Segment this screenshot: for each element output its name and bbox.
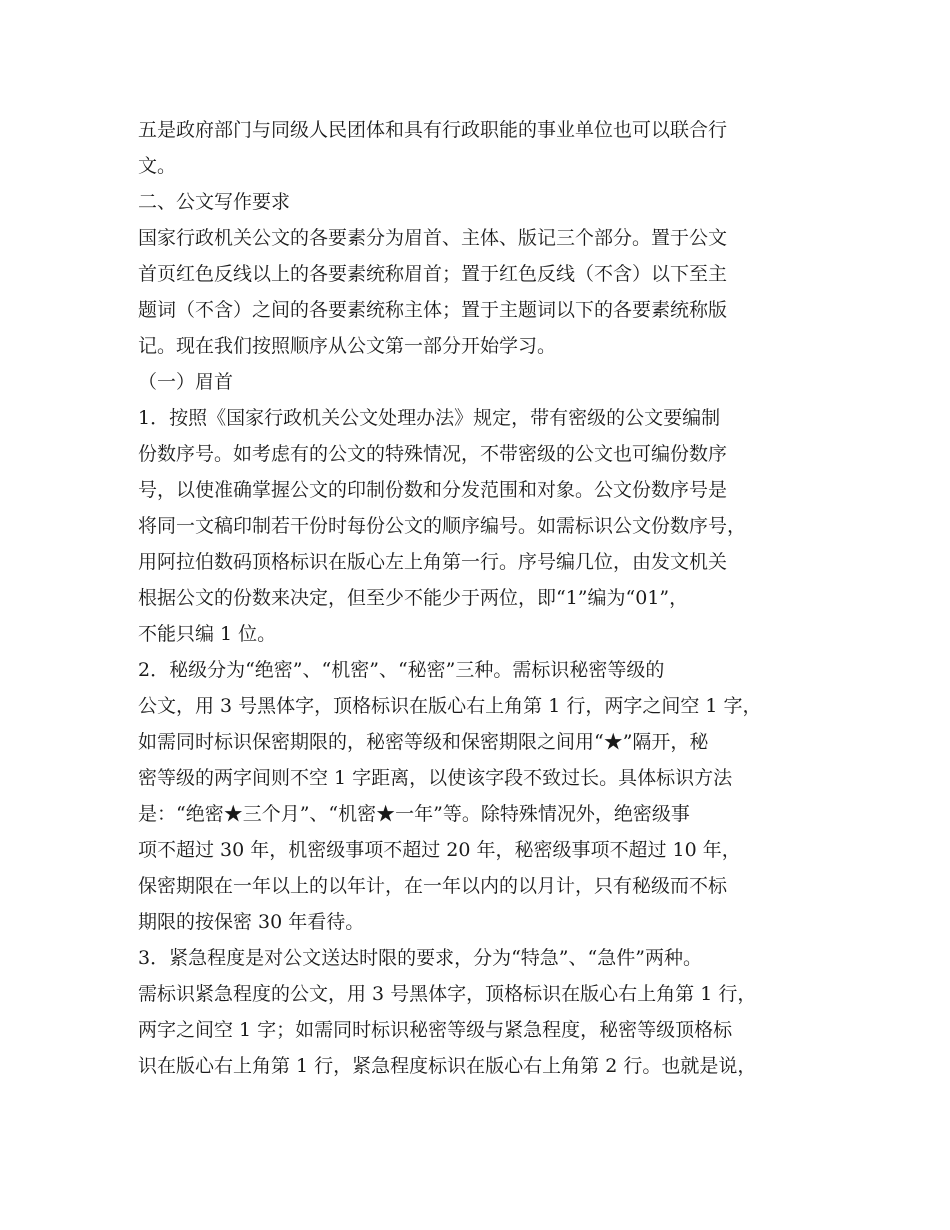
text-line: 文。 xyxy=(138,155,177,177)
text-line: 2．秘级分为“绝密”、“机密”、“秘密”三种。需标识秘密等级的 xyxy=(138,659,665,681)
subsection-heading: （一）眉首 xyxy=(138,371,234,393)
text-line: 记。现在我们按照顺序从公文第一部分开始学习。 xyxy=(138,335,557,357)
text-line: 1．按照《国家行政机关公文处理办法》规定，带有密级的公文要编制 xyxy=(138,407,721,429)
text-line: 首页红色反线以上的各要素统称眉首；置于红色反线（不含）以下至主 xyxy=(138,263,728,285)
text-line: 识在版心右上角第 1 行，紧急程度标识在版心右上角第 2 行。也就是说， xyxy=(138,1055,757,1077)
section-heading: 二、公文写作要求 xyxy=(138,191,291,213)
text-line: 如需同时标识保密期限的，秘密等级和保密期限之间用“★”隔开，秘 xyxy=(138,731,709,753)
text-line: 公文，用 3 号黑体字，顶格标识在版心右上角第 1 行，两字之间空 1 字， xyxy=(138,695,762,717)
text-line: 3．紧急程度是对公文送达时限的要求，分为“特急”、“急件”两种。 xyxy=(138,947,702,969)
text-line: 保密期限在一年以上的以年计，在一年以内的以月计，只有秘级而不标 xyxy=(138,875,728,897)
text-line: 不能只编 1 位。 xyxy=(138,623,277,645)
text-line: 国家行政机关公文的各要素分为眉首、主体、版记三个部分。置于公文 xyxy=(138,227,728,249)
text-line: 用阿拉伯数码顶格标识在版心左上角第一行。序号编几位，由发文机关 xyxy=(138,551,728,573)
text-line: 是：“绝密★三个月”、“机密★一年”等。除特殊情况外，绝密级事 xyxy=(138,803,690,825)
text-line: 需标识紧急程度的公文，用 3 号黑体字，顶格标识在版心右上角第 1 行， xyxy=(138,983,757,1005)
text-line: 将同一文稿印制若干份时每份公文的顺序编号。如需标识公文份数序号， xyxy=(138,515,747,537)
text-line: 期限的按保密 30 年看待。 xyxy=(138,911,365,933)
text-line: 份数序号。如考虑有的公文的特殊情况，不带密级的公文也可编份数序 xyxy=(138,443,728,465)
text-line: 密等级的两字间则不空 1 字距离，以使该字段不致过长。具体标识方法 xyxy=(138,767,733,789)
text-line: 两字之间空 1 字；如需同时标识秘密等级与紧急程度，秘密等级顶格标 xyxy=(138,1019,733,1041)
document-body xyxy=(138,112,828,1084)
text-line: 五是政府部门与同级人民团体和具有行政职能的事业单位也可以联合行 xyxy=(138,119,728,141)
text-line: 项不超过 30 年，机密级事项不超过 20 年，秘密级事项不超过 10 年， xyxy=(138,839,741,861)
text-line: 根据公文的份数来决定，但至少不能少于两位，即“1”编为“01”， xyxy=(138,587,689,609)
text-line: 号，以使准确掌握公文的印制份数和分发范围和对象。公文份数序号是 xyxy=(138,479,728,501)
text-line: 题词（不含）之间的各要素统称主体；置于主题词以下的各要素统称版 xyxy=(138,299,728,321)
